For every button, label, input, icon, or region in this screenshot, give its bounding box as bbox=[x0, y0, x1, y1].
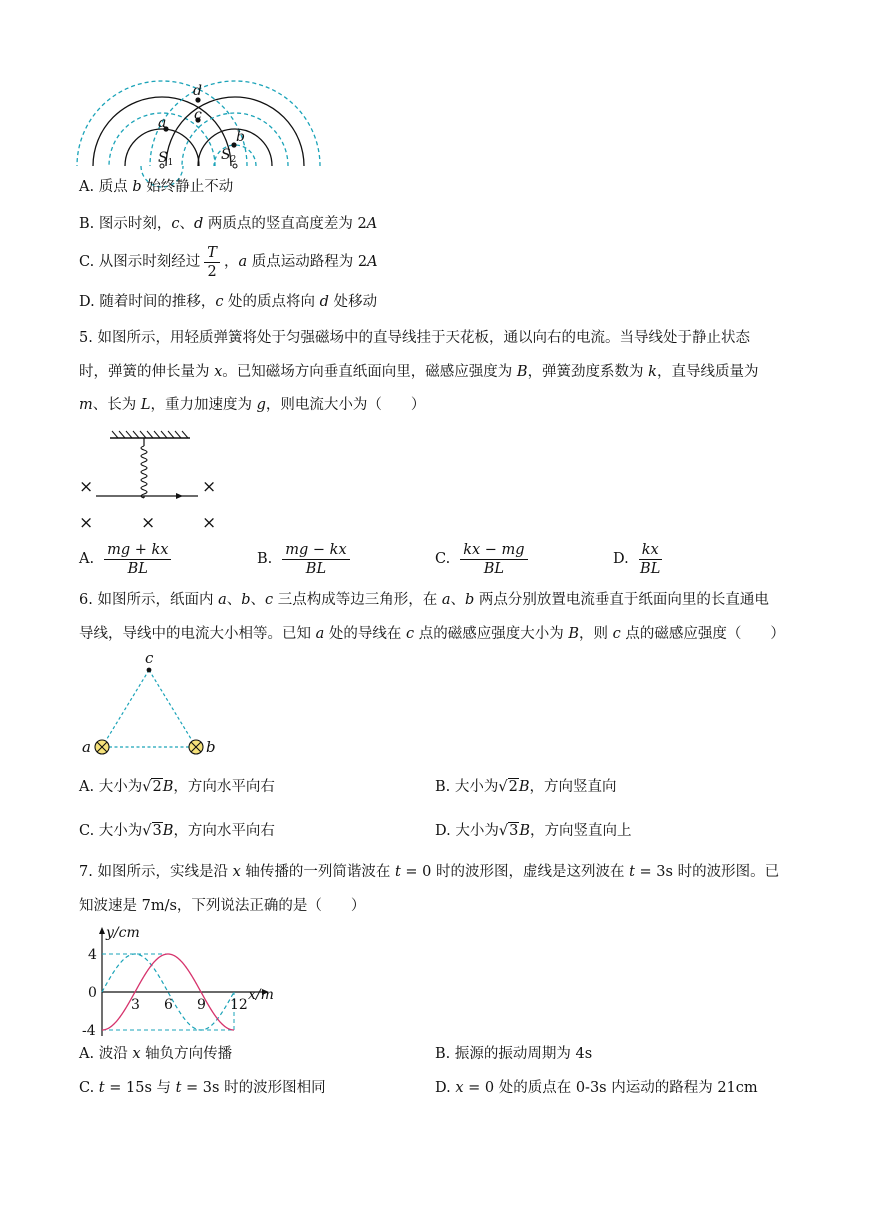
wire-a-into-page bbox=[95, 740, 109, 754]
label-b: b bbox=[236, 129, 245, 145]
q7-option-a[interactable]: A. 波沿 x 轴负方向传播 bbox=[79, 1046, 233, 1062]
x-tick-label-6: 6 bbox=[164, 997, 173, 1013]
wire-b-into-page bbox=[189, 740, 203, 754]
wave-chart bbox=[78, 922, 308, 1037]
x-axis-label: x/m bbox=[248, 987, 274, 1003]
q6-stem-line1: 6. 如图所示，纸面内 a、b、c 三点构成等边三角形，在 a、b 两点分别放置电流垂直于纸面向里的长直通电 bbox=[79, 592, 769, 608]
q5-stem-line2: 时，弹簧的伸长量为 x。已知磁场方向垂直纸面向里，磁感应强度为 B，弹簧劲度系数为 k，直导线质量为 bbox=[79, 364, 759, 380]
spring-coil bbox=[141, 446, 147, 498]
q5-option-c[interactable]: C. $\frac{kx - mg}{BL}$ bbox=[435, 537, 532, 581]
q6-option-a[interactable]: A. 大小为√2B，方向水平向右 bbox=[79, 779, 275, 795]
cross-2: × bbox=[202, 477, 217, 497]
label-d: d bbox=[193, 83, 202, 99]
label-c: c bbox=[194, 107, 202, 123]
label-s1: $S_1$ bbox=[158, 150, 174, 168]
current-arrow bbox=[176, 493, 183, 499]
q7-option-c[interactable]: C. t = 15s 与 t = 3s 时的波形图相同 bbox=[79, 1080, 326, 1096]
point-c bbox=[147, 668, 152, 673]
interference-figure bbox=[80, 80, 320, 170]
y-tick-label-4: 4 bbox=[88, 947, 97, 963]
x-tick-label-3: 3 bbox=[131, 997, 140, 1013]
q7-option-b[interactable]: B. 振源的振动周期为 4s bbox=[435, 1046, 593, 1062]
label-b: b bbox=[206, 738, 216, 756]
triangle-figure bbox=[78, 650, 228, 760]
x-tick-label-12: 12 bbox=[230, 997, 248, 1013]
q6-option-d[interactable]: D. 大小为√3B，方向竖直向上 bbox=[435, 823, 632, 839]
cross-4: × bbox=[141, 513, 156, 533]
q7-option-d[interactable]: D. x = 0 处的质点在 0-3s 内运动的路程为 21cm bbox=[435, 1080, 758, 1096]
cross-1: × bbox=[79, 477, 94, 497]
label-a: a bbox=[82, 738, 91, 756]
q5-stem-line1: 5. 如图所示，用轻质弹簧将处于匀强磁场中的直导线挂于天花板，通以向右的电流。当导线处于静止状态 bbox=[79, 330, 750, 346]
q6-option-c[interactable]: C. 大小为√3B，方向水平向右 bbox=[79, 823, 275, 839]
label-a: a bbox=[158, 115, 167, 131]
q5-option-d[interactable]: D. $\frac{kx}{BL}$ bbox=[613, 541, 661, 577]
label-c: c bbox=[145, 649, 154, 667]
q4-option-d[interactable]: D. 随着时间的推移，c 处的质点将向 d 处移动 bbox=[79, 294, 378, 310]
q6-stem-line2: 导线，导线中的电流大小相等。已知 a 处的导线在 c 点的磁感应强度大小为 B，则 c 点的磁感应强度（ ） bbox=[79, 626, 785, 642]
q5-option-a[interactable]: A. $\frac{mg + kx}{BL}$ bbox=[79, 537, 175, 581]
y-tick-label-0: 0 bbox=[88, 985, 97, 1001]
y-axis-arrow bbox=[99, 927, 105, 934]
y-tick-label--4: -4 bbox=[82, 1023, 96, 1039]
cross-3: × bbox=[79, 513, 94, 533]
label-s2: $S_2$ bbox=[221, 147, 237, 165]
x-tick-label-9: 9 bbox=[197, 997, 206, 1013]
q5-option-b[interactable]: B. $\frac{mg - kx}{BL}$ bbox=[257, 537, 354, 581]
cross-5: × bbox=[202, 513, 217, 533]
y-axis-label: y/cm bbox=[106, 925, 140, 941]
q7-stem-line1: 7. 如图所示，实线是沿 x 轴传播的一列简谐波在 t = 0 时的波形图，虚线是这列波在 t = 3s 时的波形图。已 bbox=[79, 864, 780, 880]
q6-option-b[interactable]: B. 大小为√2B，方向竖直向 bbox=[435, 779, 617, 795]
q4-option-a[interactable]: A. 质点 b 始终静止不动 bbox=[79, 179, 234, 195]
q5-stem-line3: m、长为 L，重力加速度为 g，则电流大小为（ ） bbox=[79, 397, 426, 413]
q4-option-c[interactable]: C. 从图示时刻经过 $\frac{T}{2}$ ，a 质点运动路程为 2A bbox=[79, 244, 378, 280]
q7-stem-line2: 知波速是 7m/s，下列说法正确的是（ ） bbox=[79, 898, 366, 914]
spring-wire-figure bbox=[78, 430, 228, 533]
q4-option-b[interactable]: B. 图示时刻，c、d 两质点的竖直高度差为 2A bbox=[79, 216, 378, 232]
